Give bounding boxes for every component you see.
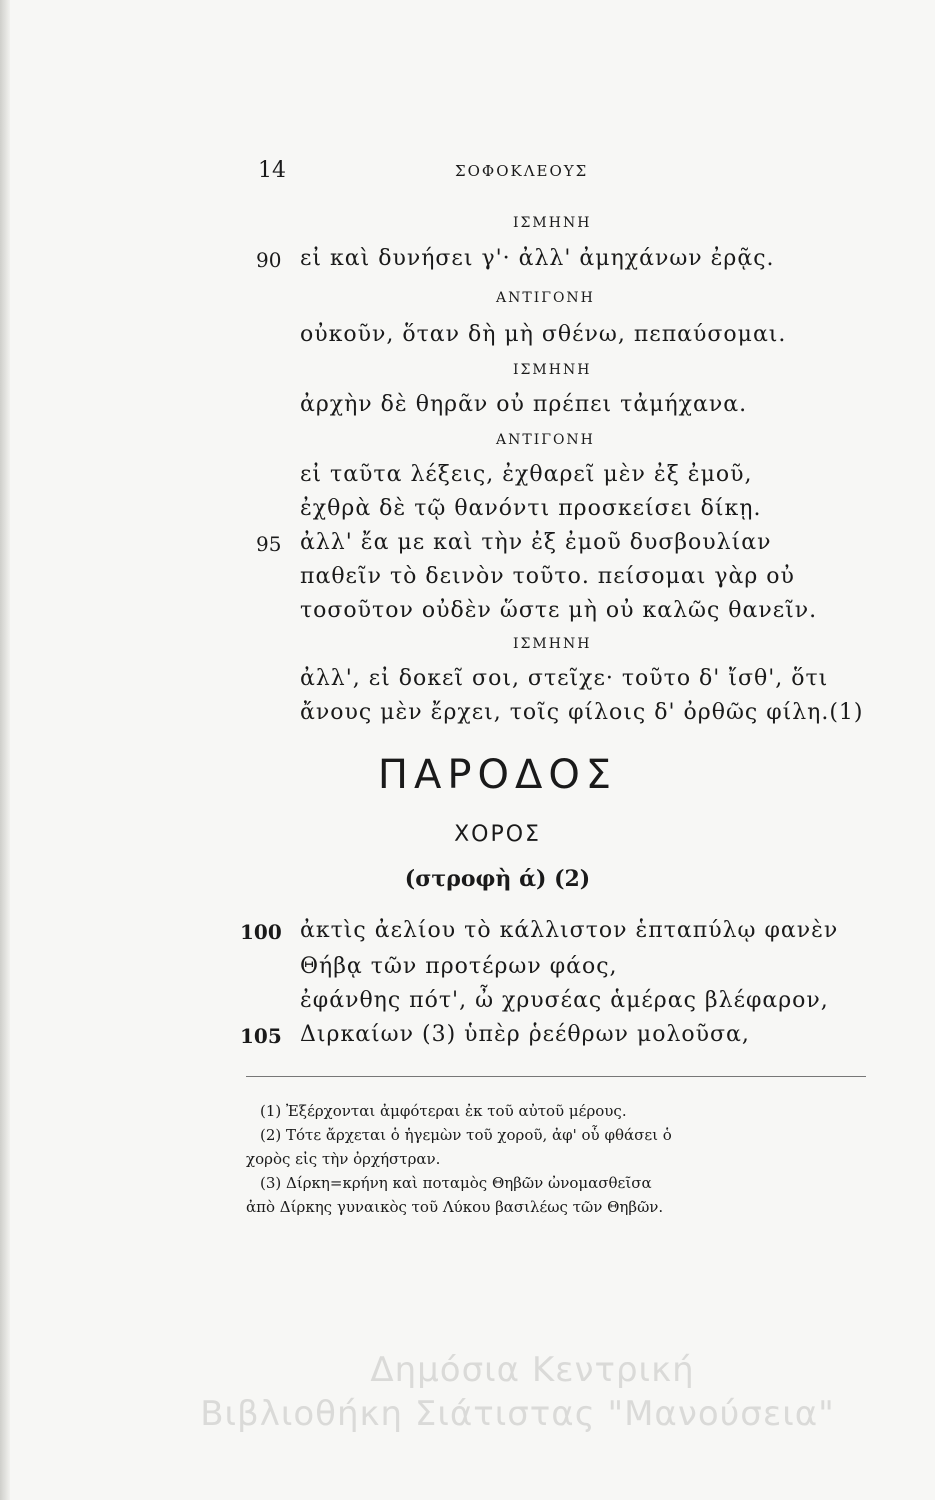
choral-line: Θήβᾳ τῶν προτέρων φάος,	[300, 954, 618, 979]
verse-line: οὐκοῦν, ὅταν δὴ μὴ σθένω, πεπαύσομαι.	[300, 322, 787, 347]
verse-line: εἰ καὶ δυνήσει γ'· ἀλλ' ἀμηχάνων ἐρᾷς.	[300, 246, 775, 271]
page-header	[0, 158, 935, 188]
footnote: ἀπὸ Δίρκης γυναικὸς τοῦ Λύκου βασιλέως τῶν Θηβῶν.	[246, 1198, 664, 1216]
footnote: (1) Ἐξέρχονται ἀμφότεραι ἐκ τοῦ αὐτοῦ μέρους.	[260, 1102, 627, 1120]
verse-line: ἀλλ' ἔα με καὶ τὴν ἐξ ἐμοῦ δυσβουλίαν	[300, 530, 772, 555]
verse-number: 105	[240, 1024, 282, 1048]
verse-number: 95	[256, 532, 282, 556]
library-watermark: Δημόσια Κεντρική	[370, 1350, 695, 1390]
page-number: 14	[258, 158, 286, 183]
speaker-label: ΙΣΜΗΝΗ	[513, 636, 592, 652]
footnote: (3) Δίρκη=κρήνη καὶ ποταμὸς Θηβῶν ὠνομασθεῖσα	[260, 1174, 652, 1192]
verse-line: ἀλλ', εἰ δοκεῖ σοι, στεῖχε· τοῦτο δ' ἴσθ', ὅτι	[300, 666, 829, 691]
verse-line: παθεῖν τὸ δεινὸν τοῦτο. πείσομαι γὰρ οὐ	[300, 564, 795, 589]
verse-line: ἐχθρὰ δὲ τῷ θανόντι προσκείσει δίκῃ.	[300, 496, 762, 521]
section-title: ΠΑΡΟΔΟΣ	[377, 752, 618, 798]
speaker-label: ΑΝΤΙΓΟΝΗ	[496, 432, 595, 448]
verse-line: εἰ ταῦτα λέξεις, ἐχθαρεῖ μὲν ἐξ ἐμοῦ,	[300, 462, 753, 487]
choral-line: ἐφάνθης πότ', ὦ χρυσέας ἁμέρας βλέφαρον,	[300, 988, 829, 1013]
choral-line: ἀκτὶς ἀελίου τὸ κάλλιστον ἑπταπύλῳ φανὲν	[300, 918, 839, 943]
footnote: χορὸς εἰς τὴν ὀρχήστραν.	[246, 1150, 441, 1168]
speaker-label: ΑΝΤΙΓΟΝΗ	[496, 290, 595, 306]
page-edge	[0, 0, 10, 1500]
verse-number: 100	[240, 920, 282, 944]
verse-line: τοσοῦτον οὐδὲν ὥστε μὴ οὐ καλῶς θανεῖν.	[300, 598, 818, 623]
footnote-divider	[246, 1076, 866, 1077]
running-title: ΣΟΦΟΚΛΕΟΥΣ	[455, 162, 589, 180]
strophe-label: (στροφὴ ά) (2)	[404, 866, 591, 892]
verse-line: ἄνους μὲν ἔρχει, τοῖς φίλοις δ' ὀρθῶς φίλη.(1)	[300, 700, 864, 725]
speaker-label: ΙΣΜΗΝΗ	[513, 362, 592, 378]
choral-line: Διρκαίων (3) ὑπὲρ ῥεέθρων μολοῦσα,	[300, 1022, 750, 1047]
verse-line: ἀρχὴν δὲ θηρᾶν οὐ πρέπει τἀμήχανα.	[300, 392, 748, 417]
footnote: (2) Τότε ἄρχεται ὁ ἡγεμὼν τοῦ χοροῦ, ἀφ' οὗ φθάσει ὁ	[260, 1126, 672, 1144]
chorus-label: ΧΟΡΟΣ	[454, 822, 541, 847]
speaker-label: ΙΣΜΗΝΗ	[513, 215, 592, 231]
library-watermark: Βιβλιοθήκη Σιάτιστας "Μανούσεια"	[200, 1394, 835, 1434]
verse-number: 90	[256, 248, 282, 272]
